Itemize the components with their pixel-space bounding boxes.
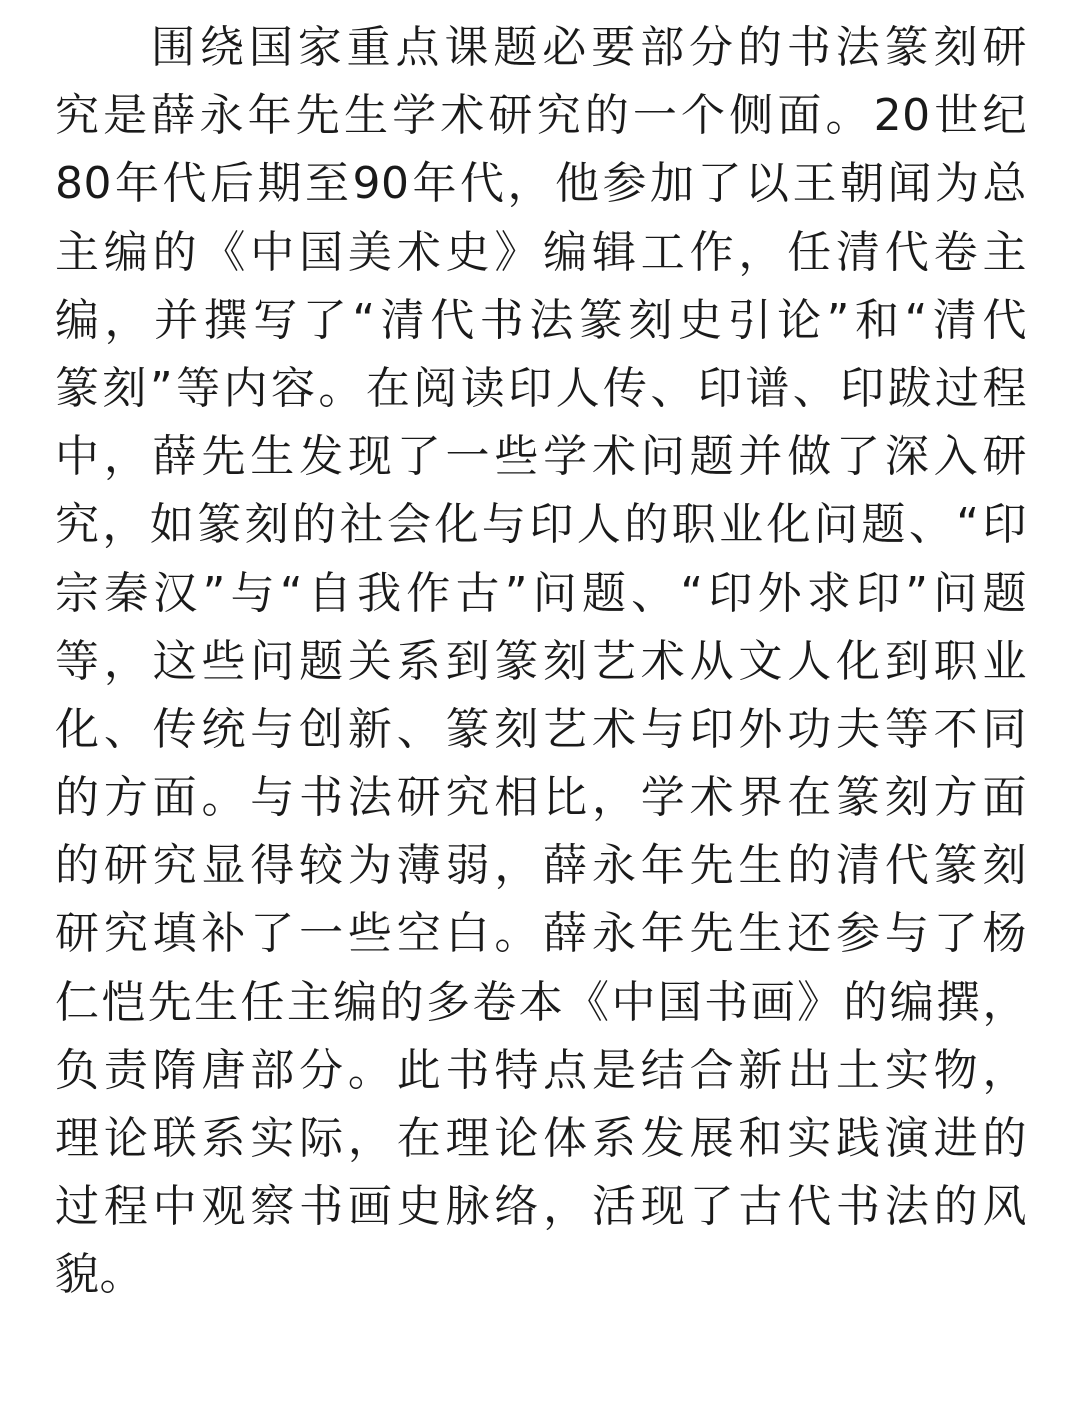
text-line-10: 等，这些问题关系到篆刻艺术从文人化到职业 — [55, 635, 1027, 687]
text-line-19: 貌。 — [55, 1249, 144, 1301]
text-line-7: 中，薛先生发现了一些学术问题并做了深入研 — [55, 431, 1027, 483]
text-line-9: 宗秦汉”与“自我作古”问题、“印外求印”问题 — [55, 567, 1027, 619]
text-line-8: 究，如篆刻的社会化与印人的职业化问题、“印 — [55, 499, 1027, 551]
text-line-4: 主编的《中国美术史》编辑工作，任清代卷主 — [55, 226, 1027, 278]
text-line-5: 编，并撰写了“清代书法篆刻史引论”和“清代 — [55, 294, 1027, 346]
article-body — [55, 14, 1027, 1310]
text-line-15: 仁恺先生任主编的多卷本《中国书画》的编撰， — [55, 976, 1027, 1028]
text-line-16: 负责隋唐部分。此书特点是结合新出土实物， — [55, 1044, 1027, 1096]
text-line-1: 围绕国家重点课题必要部分的书法篆刻研 — [151, 22, 1027, 73]
text-line-13: 的研究显得较为薄弱，薛永年先生的清代篆刻 — [55, 840, 1027, 892]
text-line-6: 篆刻”等内容。在阅读印人传、印谱、印跋过程 — [55, 362, 1027, 414]
text-line-18: 过程中观察书画史脉络，活现了古代书法的风 — [55, 1181, 1027, 1233]
text-line-17: 理论联系实际，在理论体系发展和实践演进的 — [55, 1113, 1027, 1164]
text-line-12: 的方面。与书法研究相比，学术界在篆刻方面 — [55, 772, 1027, 824]
text-line-3: 80年代后期至90年代，他参加了以王朝闻为总 — [55, 158, 1027, 210]
text-line-11: 化、传统与创新、篆刻艺术与印外功夫等不同 — [55, 703, 1027, 755]
text-line-14: 研究填补了一些空白。薛永年先生还参与了杨 — [55, 908, 1027, 960]
text-line-2: 究是薛永年先生学术研究的一个侧面。20世纪 — [55, 90, 1027, 142]
